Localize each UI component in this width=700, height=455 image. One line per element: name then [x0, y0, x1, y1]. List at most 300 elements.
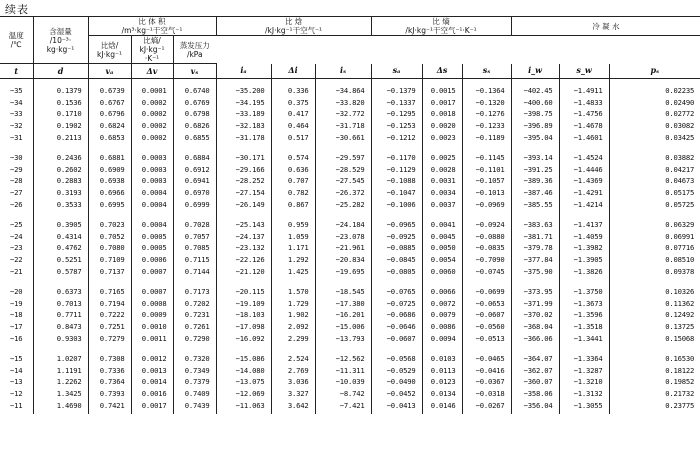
table-cell: 0.7173: [173, 280, 216, 298]
table-cell: 0.03425: [665, 132, 695, 142]
table-cell: −0.1212: [371, 131, 422, 146]
table-cell: 0.3905: [33, 213, 88, 231]
table-cell: −31.718: [315, 120, 371, 132]
table-cell: 0.6881: [88, 146, 131, 164]
table-cell: −24.184: [315, 213, 371, 231]
table-cell: 0.6966: [88, 187, 131, 199]
table-row: [0, 79, 700, 97]
symbol-cell: vₐ: [88, 64, 131, 79]
table-cell: 0.0041: [422, 213, 462, 231]
table-cell: 0.6884: [173, 146, 216, 164]
table-cell: −402.45: [511, 79, 559, 97]
table-cell: −0.1101: [462, 164, 511, 176]
table-cell: −1.4446: [559, 164, 609, 176]
specific-enthalpy-title: 比 焓: [284, 17, 303, 26]
table-cell: −18.103: [216, 309, 271, 321]
header-condensate-enthalpy: 比焓/ kJ·kg⁻¹: [88, 36, 131, 64]
table-cell: 0.867: [271, 198, 315, 213]
specific-entropy-unit: /kJ·kg⁻¹干空气⁻¹·K⁻¹: [405, 26, 477, 35]
table-cell: 0.6999: [173, 198, 216, 213]
table-row: [0, 146, 700, 164]
table-cell: −1.3673: [559, 298, 609, 310]
table-cell: −11.063: [216, 399, 271, 414]
table-cell: −0.0367: [462, 376, 511, 388]
table-cell: −383.63: [511, 213, 559, 231]
table-cell: −400.60: [511, 97, 559, 109]
table-cell: −1.4059: [559, 231, 609, 243]
table-cell: −0.1320: [462, 97, 511, 109]
table-cell: 0.0060: [422, 265, 462, 280]
header-vapor-pressure: 蒸发压力 /kPa: [173, 36, 216, 64]
header-condensate: 冷 凝 水: [511, 17, 700, 36]
table-cell: 0.6796: [88, 108, 131, 120]
table-cell: −1.4524: [559, 146, 609, 164]
table-cell: −16.201: [315, 309, 371, 321]
table-cell: −35.200: [216, 79, 271, 97]
table-cell: −0.0969: [462, 198, 511, 213]
table-cell: −18.545: [315, 280, 371, 298]
table-cell: −0.1170: [371, 146, 422, 164]
table-cell: −34.864: [315, 79, 371, 97]
symbol-cell: sₛ: [462, 64, 511, 79]
table-cell: 0.7202: [173, 298, 216, 310]
table-cell: −29: [0, 164, 33, 176]
table-cell: −35: [0, 79, 33, 97]
table-cell: 0.7052: [88, 231, 131, 243]
table-cell: −1.3210: [559, 376, 609, 388]
table-cell: 0.15068: [665, 333, 695, 343]
table-row: [0, 376, 700, 388]
table-cell: −358.06: [511, 388, 559, 400]
table-cell: 0.02490: [665, 97, 695, 107]
table-cell: 0.636: [271, 164, 315, 176]
table-cell: 0.05175: [665, 188, 695, 198]
table-cell: −0.0925: [371, 231, 422, 243]
table-cell: −0.0805: [371, 265, 422, 280]
table-cell: 0.0004: [131, 213, 173, 231]
table-cell: −14.080: [216, 364, 271, 376]
table-cell: 1.0207: [33, 347, 88, 365]
table-cell: −373.95: [511, 280, 559, 298]
table-cell: 0.0072: [422, 298, 462, 310]
table-cell: −20: [0, 280, 33, 298]
table-cell: 1.059: [271, 231, 315, 243]
table-cell: 0.7080: [88, 242, 131, 254]
symbol-cell: d: [33, 64, 88, 79]
table-cell: 0.0013: [131, 364, 173, 376]
table-cell: −30.171: [216, 146, 271, 164]
table-cell: 0.0007: [131, 280, 173, 298]
table-cell: 0.02772: [665, 109, 695, 119]
table-cell: 0.7279: [88, 332, 131, 347]
table-cell: −0.0686: [371, 309, 422, 321]
table-cell: 0.0123: [422, 376, 462, 388]
table-cell: −0.1379: [371, 79, 422, 97]
row-group: [0, 280, 700, 347]
row-group: [0, 347, 700, 414]
table-cell: 0.0103: [422, 347, 462, 365]
table-cell: 0.0002: [131, 108, 173, 120]
table-cell: 0.0017: [131, 399, 173, 414]
table-cell: 0.0014: [131, 376, 173, 388]
table-cell: 0.6373: [33, 280, 88, 298]
table-cell: 0.0146: [422, 399, 462, 414]
table-cell: 0.6909: [88, 164, 131, 176]
table-cell: 0.0020: [422, 120, 462, 132]
table-cell: 0.13725: [665, 321, 695, 331]
table-cell: −0.0653: [462, 298, 511, 310]
table-cell: −1.4214: [559, 198, 609, 213]
table-cell: 0.0015: [422, 79, 462, 97]
table-cell: −0.0452: [371, 388, 422, 400]
table-cell: 0.7109: [88, 254, 131, 266]
table-cell: 0.7439: [173, 399, 216, 414]
table-cell: −0.0745: [462, 265, 511, 280]
table-row: [0, 175, 700, 187]
table-cell: 0.0002: [131, 120, 173, 132]
table-cell: −12.562: [315, 347, 371, 365]
table-cell: 0.10326: [665, 287, 695, 297]
table-cell: −385.55: [511, 198, 559, 213]
table-cell: 0.0016: [131, 388, 173, 400]
table-cell: −0.1145: [462, 146, 511, 164]
table-cell: 0.1379: [33, 79, 88, 97]
table-cell: 0.0010: [131, 321, 173, 333]
table-cell: −1.3055: [559, 399, 609, 414]
table-cell: 0.6826: [173, 120, 216, 132]
table-cell: −11.311: [315, 364, 371, 376]
table-cell: 2.524: [271, 347, 315, 365]
table-cell: 0.0001: [131, 79, 173, 97]
table-cell: 0.11362: [665, 298, 695, 308]
table-cell: −366.06: [511, 332, 559, 347]
table-row: [0, 198, 700, 213]
table-cell: −12: [0, 388, 33, 400]
table-cell: 0.0002: [131, 97, 173, 109]
row-group: [0, 213, 700, 280]
table-cell: −31.178: [216, 131, 271, 146]
table-cell: −7.421: [315, 399, 371, 414]
table-cell: 0.4762: [33, 242, 88, 254]
table-cell: −0.1276: [462, 108, 511, 120]
table-cell: −0.0465: [462, 347, 511, 365]
table-cell: 0.6769: [173, 97, 216, 109]
table-cell: 0.7308: [88, 347, 131, 365]
table-cell: −28: [0, 175, 33, 187]
header-moisture: 含湿量 /10⁻³· kg·kg⁻¹: [33, 17, 88, 64]
table-cell: −30.661: [315, 131, 371, 146]
symbol-cell: sₐ: [371, 64, 422, 79]
table-row: [0, 242, 700, 254]
table-cell: 0.23775: [665, 400, 695, 410]
table-cell: −8.742: [315, 388, 371, 400]
table-cell: 0.0003: [131, 175, 173, 187]
table-cell: −0.0318: [462, 388, 511, 400]
table-cell: −0.1189: [462, 131, 511, 146]
table-cell: 0.417: [271, 108, 315, 120]
table-cell: −356.04: [511, 399, 559, 414]
table-cell: −21.120: [216, 265, 271, 280]
specific-volume-title: 比 体 积: [138, 17, 166, 26]
table-row: [0, 265, 700, 280]
psychrometric-table: [0, 16, 700, 414]
specific-enthalpy-unit: /kJ·kg⁻¹干空气⁻¹: [265, 26, 323, 35]
table-row: [0, 108, 700, 120]
table-cell: −24: [0, 231, 33, 243]
table-cell: 0.7409: [173, 388, 216, 400]
table-cell: −0.1088: [371, 175, 422, 187]
table-cell: −0.0725: [371, 298, 422, 310]
table-cell: −29.597: [315, 146, 371, 164]
table-cell: 0.0018: [422, 108, 462, 120]
table-cell: −370.02: [511, 309, 559, 321]
table-cell: 0.1902: [33, 120, 88, 132]
table-cell: −0.1013: [462, 187, 511, 199]
table-cell: −1.3750: [559, 280, 609, 298]
table-cell: 0.12492: [665, 310, 695, 320]
table-cell: 0.09378: [665, 266, 695, 276]
table-cell: 1.729: [271, 298, 315, 310]
table-cell: 0.7364: [88, 376, 131, 388]
table-cell: −389.36: [511, 175, 559, 187]
table-cell: −0.0765: [371, 280, 422, 298]
table-cell: 0.0012: [131, 347, 173, 365]
table-cell: −391.25: [511, 164, 559, 176]
table-cell: 2.769: [271, 364, 315, 376]
table-cell: 0.0002: [131, 131, 173, 146]
table-cell: −368.04: [511, 321, 559, 333]
table-cell: 1.1191: [33, 364, 88, 376]
table-cell: −0.1233: [462, 120, 511, 132]
header-specific-entropy: [371, 17, 511, 36]
table-cell: −0.0924: [462, 213, 511, 231]
table-cell: −20.834: [315, 254, 371, 266]
symbol-cell: Δs: [422, 64, 462, 79]
table-cell: 0.574: [271, 146, 315, 164]
table-cell: 0.0066: [422, 280, 462, 298]
table-cell: −1.4756: [559, 108, 609, 120]
table-cell: −0.0413: [371, 399, 422, 414]
table-cell: 1.570: [271, 280, 315, 298]
table-row: [0, 332, 700, 347]
table-cell: −0.1057: [462, 175, 511, 187]
table-cell: 0.0017: [422, 97, 462, 109]
table-row: [0, 97, 700, 109]
symbol-cell: Δi: [271, 64, 315, 79]
table-cell: 0.02235: [665, 86, 695, 96]
table-cell: 1.171: [271, 242, 315, 254]
table-row: [0, 231, 700, 243]
table-cell: 0.0079: [422, 309, 462, 321]
table-cell: 0.7013: [33, 298, 88, 310]
table-cell: 0.7165: [88, 280, 131, 298]
table-row: [0, 187, 700, 199]
table-cell: 0.0134: [422, 388, 462, 400]
table-cell: −0.0646: [371, 321, 422, 333]
table-cell: −360.07: [511, 376, 559, 388]
table-cell: −17.098: [216, 321, 271, 333]
table-cell: −25.282: [315, 198, 371, 213]
table-cell: 0.7379: [173, 376, 216, 388]
table-cell: −1.4291: [559, 187, 609, 199]
table-cell: 0.5787: [33, 265, 88, 280]
table-cell: 0.07716: [665, 243, 695, 253]
table-cell: 0.2436: [33, 146, 88, 164]
symbol-cell: vₛ: [173, 64, 216, 79]
table-cell: 0.7349: [173, 364, 216, 376]
table-cell: −14: [0, 364, 33, 376]
specific-entropy-title: 比 熵: [432, 17, 450, 26]
table-cell: −1.3287: [559, 364, 609, 376]
table-cell: 0.7194: [88, 298, 131, 310]
table-row: [0, 364, 700, 376]
header-temperature: 温度 /℃: [0, 17, 33, 64]
table-cell: −364.07: [511, 347, 559, 365]
symbol-cell: iₐ: [216, 64, 271, 79]
table-cell: −32: [0, 120, 33, 132]
table-cell: −0.0490: [371, 376, 422, 388]
row-group: [0, 79, 700, 146]
table-cell: 0.6912: [173, 164, 216, 176]
table-cell: 0.2883: [33, 175, 88, 187]
table-cell: −25: [0, 213, 33, 231]
table-cell: 0.4314: [33, 231, 88, 243]
symbol-cell: iₛ: [315, 64, 371, 79]
table-cell: −26.372: [315, 187, 371, 199]
table-cell: −23.078: [315, 231, 371, 243]
table-cell: 0.6739: [88, 79, 131, 97]
table-cell: −0.0845: [371, 254, 422, 266]
table-cell: −31: [0, 131, 33, 146]
table-cell: 0.0094: [422, 332, 462, 347]
table-cell: 0.3193: [33, 187, 88, 199]
symbol-cell: i_w: [511, 64, 559, 79]
table-cell: −0.1337: [371, 97, 422, 109]
table-cell: 0.3533: [33, 198, 88, 213]
table-cell: 2.299: [271, 332, 315, 347]
table-cell: 0.1710: [33, 108, 88, 120]
table-cell: 0.7320: [173, 347, 216, 365]
table-cell: −0.0607: [462, 309, 511, 321]
table-cell: −27.154: [216, 187, 271, 199]
header-specific-volume: [88, 17, 216, 36]
table-cell: −26: [0, 198, 33, 213]
table-cell: −1.3596: [559, 309, 609, 321]
table-cell: 0.2113: [33, 131, 88, 146]
table-cell: 0.5251: [33, 254, 88, 266]
table-cell: 0.6938: [88, 175, 131, 187]
table-cell: −1.3132: [559, 388, 609, 400]
table-cell: −1.4369: [559, 175, 609, 187]
table-cell: −17: [0, 321, 33, 333]
table-row: [0, 280, 700, 298]
table-cell: −23.132: [216, 242, 271, 254]
table-cell: −32.772: [315, 108, 371, 120]
table-row: [0, 399, 700, 414]
table-cell: 0.0006: [131, 254, 173, 266]
table-cell: 0.0031: [422, 175, 462, 187]
table-cell: 0.9303: [33, 332, 88, 347]
table-cell: 0.0008: [131, 298, 173, 310]
table-cell: −0.0267: [462, 399, 511, 414]
table-cell: −387.46: [511, 187, 559, 199]
table-cell: −1.3982: [559, 242, 609, 254]
table-row: [0, 120, 700, 132]
table-cell: 1.425: [271, 265, 315, 280]
table-cell: 0.959: [271, 213, 315, 231]
table-cell: 0.7421: [88, 399, 131, 414]
table-cell: −0.0416: [462, 364, 511, 376]
table-cell: 0.6798: [173, 108, 216, 120]
table-cell: 0.7711: [33, 309, 88, 321]
table-cell: −32.183: [216, 120, 271, 132]
table-cell: −27.545: [315, 175, 371, 187]
table-cell: −30: [0, 146, 33, 164]
table-cell: 3.036: [271, 376, 315, 388]
table-cell: 0.7251: [88, 321, 131, 333]
table-cell: 0.336: [271, 79, 315, 97]
symbol-cell: pₛ: [609, 64, 700, 79]
table-cell: −0.0965: [371, 213, 422, 231]
table-cell: 1.2262: [33, 376, 88, 388]
table-cell: 3.642: [271, 399, 315, 414]
table-cell: 0.2602: [33, 164, 88, 176]
table-cell: −398.75: [511, 108, 559, 120]
table-cell: 0.6767: [88, 97, 131, 109]
table-cell: 0.707: [271, 175, 315, 187]
table-cell: 0.6970: [173, 187, 216, 199]
table-cell: 0.7023: [88, 213, 131, 231]
table-cell: −371.99: [511, 298, 559, 310]
table-cell: −0.0529: [371, 364, 422, 376]
table-cell: −396.89: [511, 120, 559, 132]
table-cell: 0.6853: [88, 131, 131, 146]
table-cell: 0.6941: [173, 175, 216, 187]
table-cell: −1.3826: [559, 265, 609, 280]
table-cell: −19.109: [216, 298, 271, 310]
specific-volume-unit: /m³·kg⁻¹干空气⁻¹: [121, 26, 183, 35]
table-cell: 0.7222: [88, 309, 131, 321]
symbol-cell: s_w: [559, 64, 609, 79]
table-cell: −375.90: [511, 265, 559, 280]
table-cell: −20.115: [216, 280, 271, 298]
table-cell: 0.7057: [173, 231, 216, 243]
table-cell: −21: [0, 265, 33, 280]
table-cell: 0.0054: [422, 254, 462, 266]
table-cell: −0.0568: [371, 347, 422, 365]
table-cell: 0.0003: [131, 164, 173, 176]
table-cell: −0.0835: [462, 242, 511, 254]
table-cell: 0.0025: [422, 146, 462, 164]
header-condensate-entropy: 比熵/ kJ·kg⁻¹ ·K⁻¹: [131, 36, 173, 64]
table-cell: −0.0880: [462, 231, 511, 243]
table-cell: −1.3441: [559, 332, 609, 347]
symbol-cell: Δv: [131, 64, 173, 79]
table-cell: 0.7028: [173, 213, 216, 231]
table-cell: 0.03882: [665, 153, 695, 163]
table-cell: 0.6995: [88, 198, 131, 213]
table-cell: −1.4137: [559, 213, 609, 231]
symbol-row: [0, 64, 700, 79]
table-cell: 0.0113: [422, 364, 462, 376]
table-cell: −16: [0, 332, 33, 347]
table-cell: 0.0045: [422, 231, 462, 243]
table-cell: −0.1253: [371, 120, 422, 132]
table-row: [0, 347, 700, 365]
table-cell: −15.006: [315, 321, 371, 333]
table-cell: −24.137: [216, 231, 271, 243]
table-cell: −22: [0, 254, 33, 266]
